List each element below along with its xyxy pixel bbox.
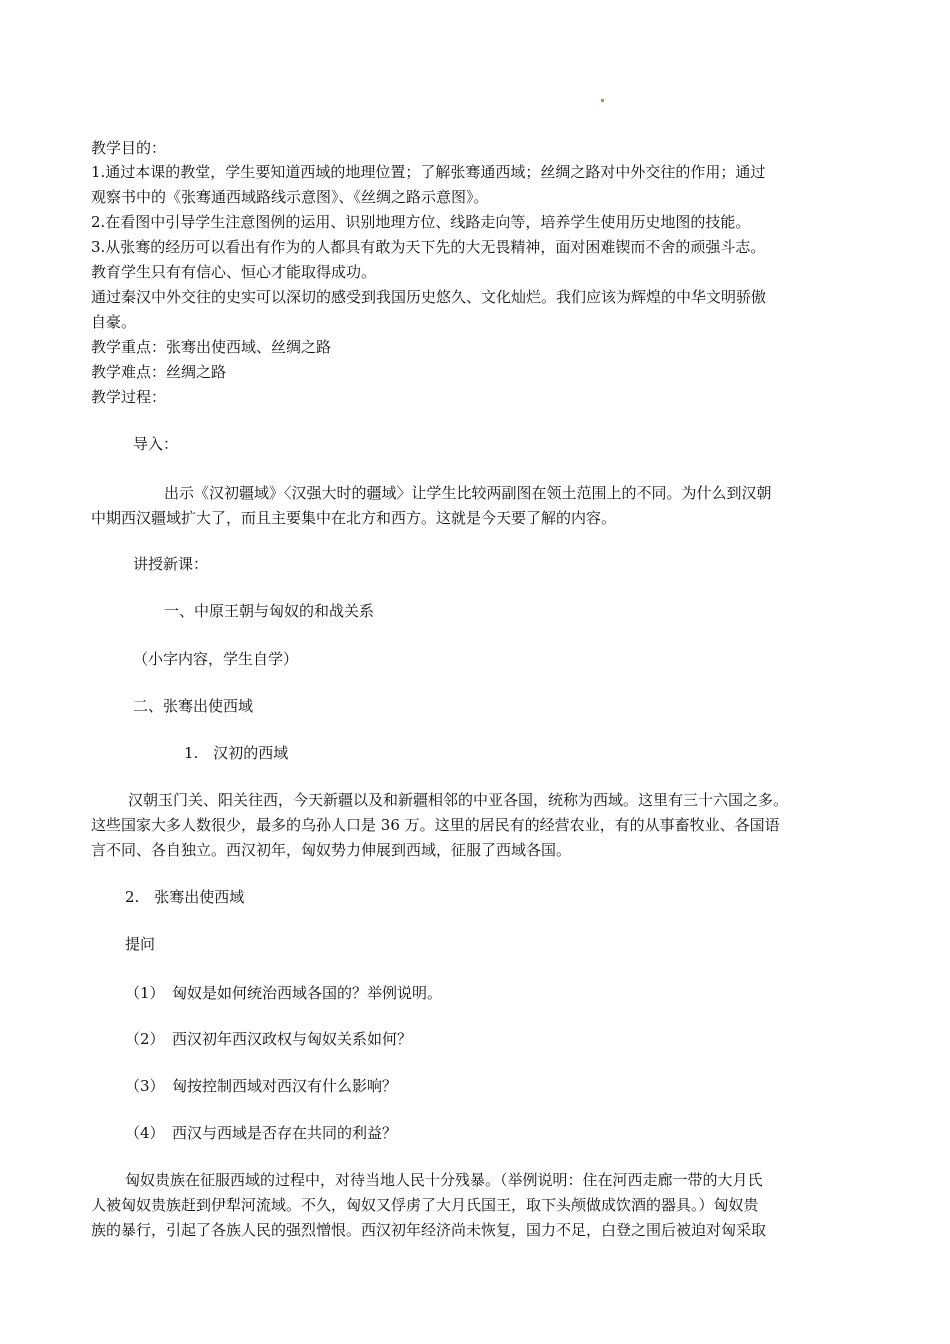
intro-line-1: 出示《汉初疆域》〈汉强大时的疆域〉让学生比较两副图在领土范围上的不同。为什么到汉朝: [164, 484, 772, 502]
question-3: （3） 匈按控制西域对西汉有什么影响？: [125, 1077, 398, 1095]
objective-3-line-1: 3.从张骞的经历可以看出有作为的人都具有敢为天下先的大无畏精神，面对困难锲而不舍的顽强斗志。: [91, 238, 766, 256]
intro-heading: 导入：: [133, 435, 179, 453]
paragraph-2-line-2: 人被匈奴贵族赶到伊犁河流域。不久，匈奴又俘虏了大月氏国王，取下头颅做成饮酒的器具。）匈奴贵: [91, 1196, 759, 1214]
decorative-dot: [601, 99, 604, 102]
paragraph-2-line-3: 族的暴行，引起了各族人民的强烈憎恨。西汉初年经济尚未恢复，国力不足，白登之围后被迫对匈采取: [91, 1221, 767, 1239]
paragraph-2-line-1: 匈奴贵族在征服西域的过程中，对待当地人民十分残暴。（举例说明：住在河西走廊一带的大月氏: [125, 1171, 763, 1189]
paragraph-1-line-3: 言不同、各自独立。西汉初年，匈奴势力伸展到西域，征服了西域各国。: [91, 841, 572, 859]
subsection-1-heading: 1. 汉初的西域: [184, 744, 289, 762]
objective-1-line-2: 观察书中的《张骞通西域路线示意图》、《丝绸之路示意图》。: [91, 188, 489, 206]
subsection-2-heading: 2. 张骞出使西域: [125, 888, 245, 906]
process-heading: 教学过程：: [91, 388, 167, 406]
objective-4-line-1: 通过秦汉中外交往的史实可以深切的感受到我国历史悠久、文化灿烂。我们应该为辉煌的中华文明骄傲: [91, 288, 767, 306]
objective-4-line-2: 自豪。: [91, 313, 137, 331]
objective-1-line-1: 1.通过本课的教堂，学生要知道西域的地理位置；了解张骞通西域；丝绸之路对中外交往的作用；通过: [91, 163, 766, 181]
section-1-heading: 一、中原王朝与匈奴的和战关系: [164, 602, 375, 620]
difficult-point: 教学难点：丝绸之路: [91, 363, 227, 381]
key-point: 教学重点：张骞出使西域、丝绸之路: [91, 338, 332, 356]
paragraph-1-line-1: 汉朝玉门关、阳关往西，今天新疆以及和新疆相邻的中亚各国，统称为西域。这里有三十六国之多。: [128, 791, 789, 809]
section-2-heading: 二、张骞出使西域: [133, 697, 254, 715]
intro-line-2: 中期西汉疆域扩大了，而且主要集中在北方和西方。这就是今天要了解的内容。: [91, 509, 617, 527]
question-4: （4） 西汉与西域是否存在共同的利益？: [125, 1124, 398, 1142]
paragraph-1-line-2: 这些国家大多人数很少，最多的乌孙人口是 36 万。这里的居民有的经营农业，有的从事畜牧业、各国语: [91, 816, 780, 834]
new-lesson-heading: 讲授新课：: [133, 555, 209, 573]
section-1-note: （小字内容，学生自学）: [133, 650, 299, 668]
objective-3-line-2: 教育学生只有有信心、恒心才能取得成功。: [91, 263, 377, 281]
objectives-heading: 教学目的：: [91, 139, 167, 157]
question-2: （2） 西汉初年西汉政权与匈奴关系如何？: [125, 1030, 413, 1048]
question-1: （1） 匈奴是如何统治西域各国的？举例说明。: [125, 984, 443, 1002]
objective-2: 2.在看图中引导学生注意图例的运用、识别地理方位、线路走向等，培养学生使用历史地图的技能。: [91, 213, 751, 231]
question-heading: 提问: [125, 935, 156, 953]
